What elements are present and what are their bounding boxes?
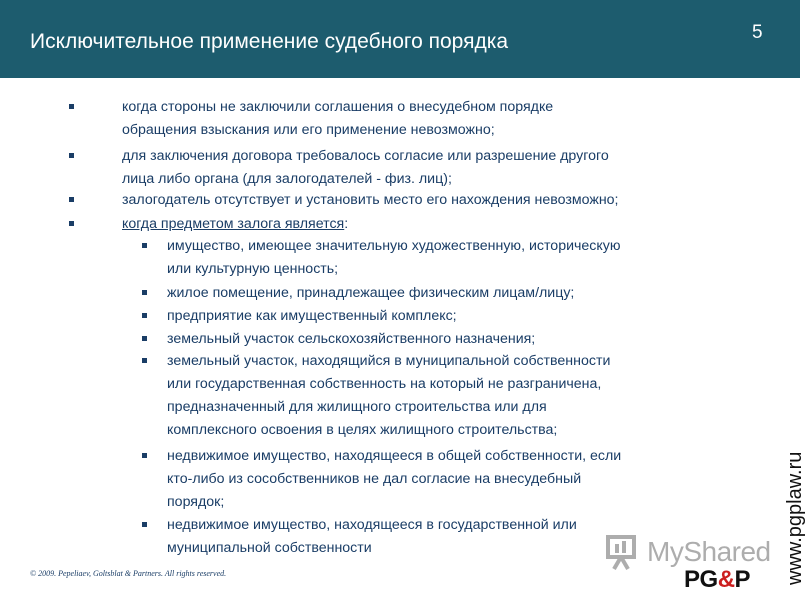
page-number: 5 bbox=[752, 22, 763, 43]
sub-bullet-marker bbox=[142, 453, 147, 458]
sub-bullet-marker bbox=[142, 313, 147, 318]
bullet-item bbox=[122, 189, 722, 212]
sub-bullet-marker bbox=[142, 336, 147, 341]
sub-bullet-item bbox=[167, 282, 727, 305]
bullet-item bbox=[122, 145, 722, 191]
sub-bullet-line: земельный участок сельскохозяйственного назначения; bbox=[167, 331, 536, 347]
sub-bullet-line: недвижимое имущество, находящееся в государственной или bbox=[167, 517, 577, 533]
sub-bullet-item bbox=[167, 328, 727, 351]
sub-bullet-marker bbox=[142, 522, 147, 527]
sub-bullet-marker bbox=[142, 243, 147, 248]
logo-part: P bbox=[734, 566, 751, 593]
sub-bullet-item bbox=[167, 445, 727, 514]
bullet-line: обращения взыскания или его применение невозможно; bbox=[122, 122, 495, 138]
watermark-text: MyShared bbox=[647, 536, 771, 567]
bullet-item bbox=[122, 213, 722, 236]
sub-bullet-line: муниципальной собственности bbox=[167, 540, 372, 556]
logo-part: PG bbox=[684, 566, 718, 593]
slide-title: Исключительное применение судебного порядка bbox=[30, 30, 509, 53]
company-logo bbox=[684, 566, 750, 594]
sub-bullet-line: имущество, имеющее значительную художественную, историческую bbox=[167, 238, 621, 254]
sub-bullet-item bbox=[167, 305, 727, 328]
sub-bullet-item bbox=[167, 350, 727, 442]
sub-bullet-line: земельный участок, находящийся в муниципальной собственности bbox=[167, 353, 611, 369]
sub-bullet-marker bbox=[142, 290, 147, 295]
bullet-line: для заключения договора требовалось согласие или разрешение другого bbox=[122, 148, 609, 164]
sub-bullet-line: предприятие как имущественный комплекс; bbox=[167, 308, 457, 324]
sub-bullet-line: недвижимое имущество, находящееся в общей собственности, если bbox=[167, 448, 622, 464]
bullet-marker bbox=[69, 197, 74, 202]
bullet-marker bbox=[69, 104, 74, 109]
bullet-line: когда стороны не заключили соглашения о внесудебном порядке bbox=[122, 99, 554, 115]
bullet-marker bbox=[69, 153, 74, 158]
sub-bullet-marker bbox=[142, 358, 147, 363]
website-url[interactable]: www.pgplaw.ru bbox=[784, 451, 806, 585]
sub-bullet-line: предназначенный для жилищного строительства или для bbox=[167, 399, 547, 415]
sub-bullet-line: кто-либо из сособственников не дал согласие на внесудебный bbox=[167, 471, 582, 487]
sub-bullet-line: или государственная собственность на который не разграничена, bbox=[167, 376, 602, 392]
sub-bullet-line: комплексного освоения в целях жилищного строительства; bbox=[167, 422, 558, 438]
bullet-line: залогодатель отсутствует и установить место его нахождения невозможно; bbox=[122, 192, 619, 208]
logo-ampersand: & bbox=[717, 566, 735, 593]
sub-bullet-item bbox=[167, 235, 727, 281]
copyright-notice: © 2009. Pepeliaev, Goltsblat & Partners. All rights reserved. bbox=[30, 569, 227, 578]
bullet-line: лица либо органа (для залогодателей - физ. лиц); bbox=[122, 171, 452, 187]
presentation-board-icon bbox=[605, 533, 641, 571]
sub-bullet-line: жилое помещение, принадлежащее физическим лицам/лицу; bbox=[167, 285, 575, 301]
collateral-heading: когда предметом залога является bbox=[122, 216, 345, 232]
bullet-marker bbox=[69, 221, 74, 226]
sub-bullet-line: или культурную ценность; bbox=[167, 261, 339, 277]
sub-bullet-line: порядок; bbox=[167, 494, 225, 510]
bullet-item bbox=[122, 96, 722, 142]
heading-suffix: : bbox=[344, 216, 349, 232]
